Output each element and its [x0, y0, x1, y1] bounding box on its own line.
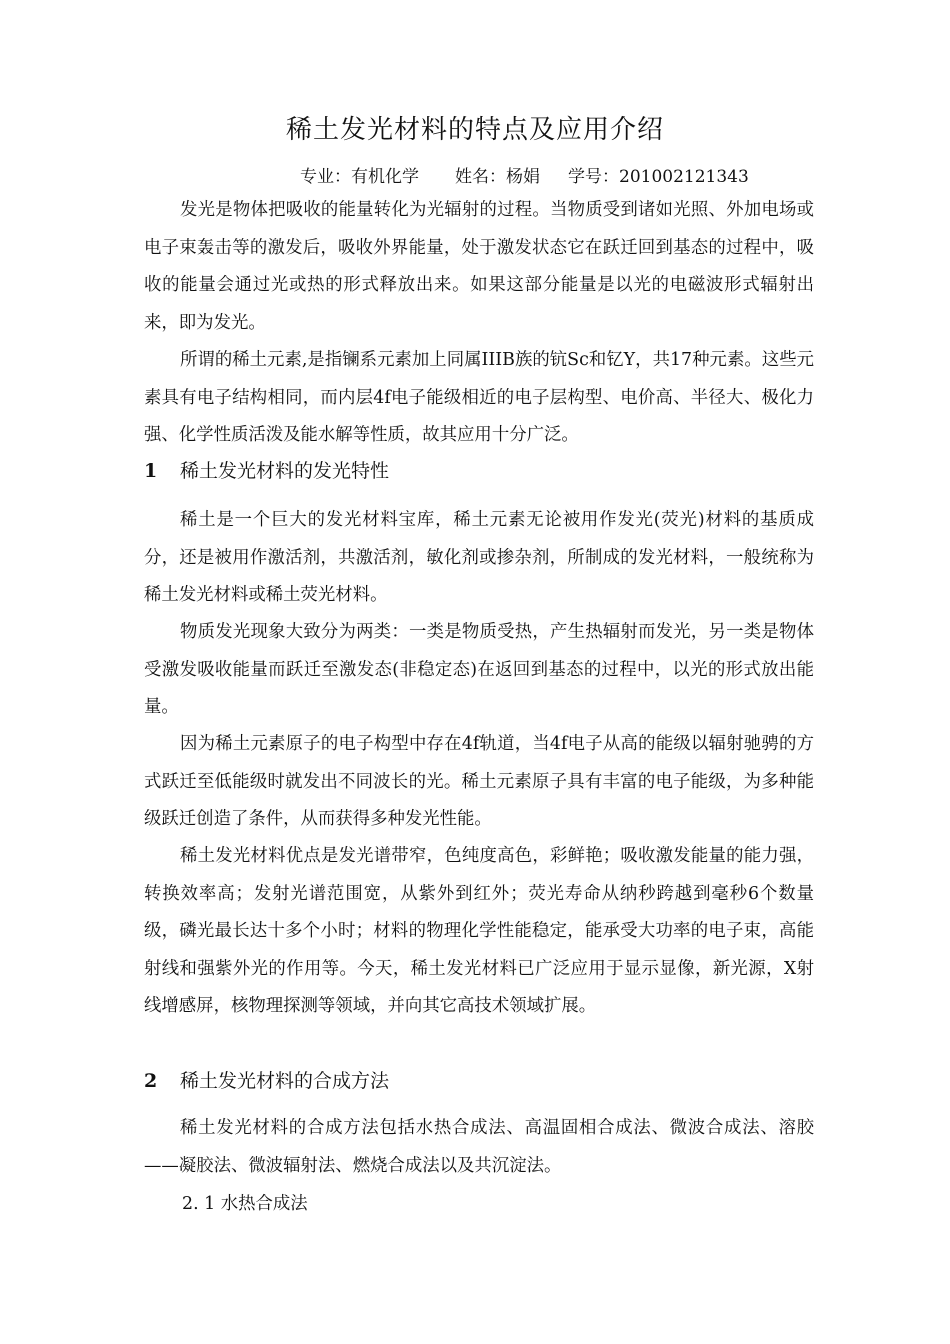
section-number: 2 — [144, 1070, 158, 1092]
document-title: 稀土发光材料的特点及应用介绍 — [285, 115, 664, 145]
body-paragraph: 因为稀土元素原子的电子构型中存在4f轨道，当4f电子从高的能级以辐射驰骋的方式跃迁至低能级时就发出不同波长的光。稀土元素原子具有丰富的电子能级，为多种能级跃迁创造了条件，从而获得多种发光性能。 — [144, 734, 814, 829]
section-heading — [144, 456, 389, 486]
section-title: 稀土发光材料的发光特性 — [180, 460, 390, 482]
intro-paragraph: 发光是物体把吸收的能量转化为光辐射的过程。当物质受到诸如光照、外加电场或电子束轰击等的激发后，吸收外界能量，处于激发状态它在跃迁回到基态的过程中，吸收的能量会通过光或热的形式释放出来。如果这部分能量是以光的电磁波形式辐射出来，即为发光。 — [144, 200, 814, 333]
student-id: 学号：201002121343 — [568, 167, 749, 187]
body-paragraph: 物质发光现象大致分为两类：一类是物质受热，产生热辐射而发光，另一类是物体受激发吸收能量而跃迁至激发态(非稳定态)在返回到基态的过程中，以光的形式放出能量。 — [144, 622, 814, 717]
body-paragraph: 稀土发光材料的合成方法包括水热合成法、高温固相合成法、微波合成法、溶胶——凝胶法、微波辐射法、燃烧合成法以及共沉淀法。 — [144, 1118, 814, 1176]
intro-paragraph: 所谓的稀土元素,是指镧系元素加上同属IIIB族的钪Sc和钇Y，共17种元素。这些元素具有电子结构相同，而内层4f电子能级相近的电子层构型、电价高、半径大、极化力强、化学性质活泼及能水解等性质，故其应用十分广泛。 — [144, 350, 814, 445]
body-paragraph: 稀土是一个巨大的发光材料宝库，稀土元素无论被用作发光(荧光)材料的基质成分，还是被用作激活剂，共激活剂，敏化剂或掺杂剂，所制成的发光材料，一般统称为稀土发光材料或稀土荧光材料。 — [144, 510, 814, 605]
section-number: 1 — [144, 460, 158, 482]
body-paragraph: 稀土发光材料优点是发光谱带窄，色纯度高色，彩鲜艳；吸收激发能量的能力强，转换效率高；发射光谱范围宽，从紫外到红外；荧光寿命从纳秒跨越到毫秒6个数量级，磷光最长达十多个小时；材料的物理化学性能稳定，能承受大功率的电子束，高能射线和强紫外光的作用等。今天，稀土发光材料已广泛应用于显示显像，新光源，X射线增感屏，核物理探测等领域，并向其它高技术领域扩展。 — [144, 846, 814, 1016]
author-name: 姓名：杨娟 — [455, 167, 540, 187]
section-title: 稀土发光材料的合成方法 — [180, 1070, 390, 1092]
major-label: 专业：有机化学 — [300, 167, 419, 187]
section-heading — [144, 1066, 389, 1096]
author-byline — [300, 164, 749, 190]
subsection-heading: 2. 1 水热合成法 — [182, 1194, 308, 1214]
